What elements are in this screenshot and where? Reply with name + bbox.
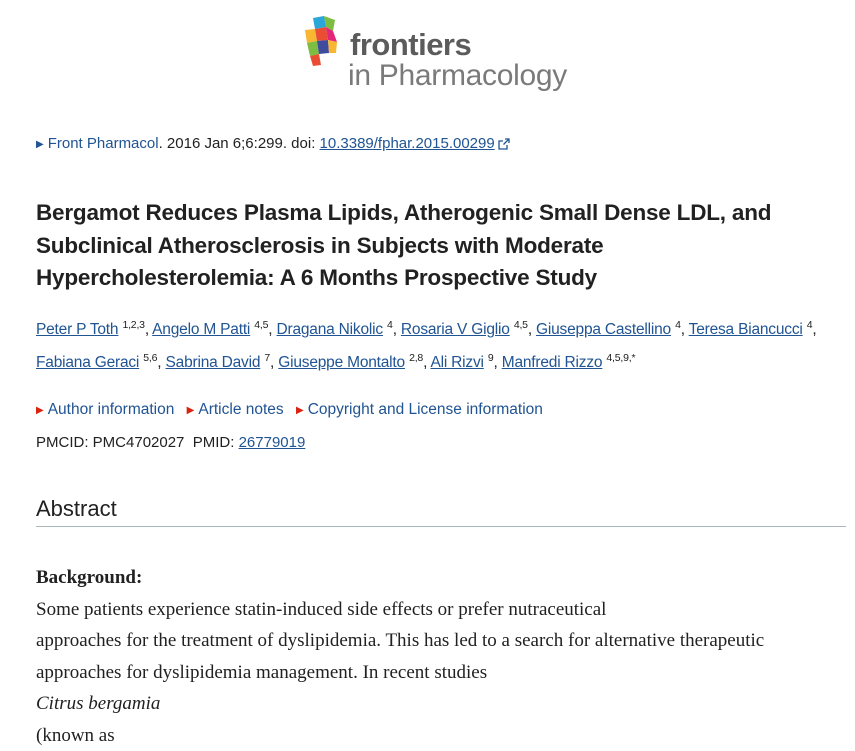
article-identifiers xyxy=(36,432,305,454)
pmid-label: PMID: xyxy=(193,434,239,451)
expand-triangle-icon: ▶ xyxy=(36,400,44,422)
journal-link[interactable]: Front Pharmacol xyxy=(48,135,159,152)
abstract-text: approaches for dyslipidemia management. In recent studies xyxy=(36,657,846,689)
doi-link[interactable]: 10.3389/fphar.2015.00299 xyxy=(320,135,495,152)
expand-triangle-icon: ▶ xyxy=(296,400,304,422)
expand-triangle-icon: ▶ xyxy=(36,135,44,155)
author-link[interactable]: Teresa Biancucci xyxy=(689,321,803,338)
pmcid-label: PMCID: xyxy=(36,434,93,451)
logo-wordmark-frontiers: frontiers xyxy=(350,29,471,60)
author-affiliation-number: 2,8 xyxy=(409,352,423,364)
author-affiliation-number: 4 xyxy=(807,319,813,331)
abstract-heading: Abstract xyxy=(36,495,117,523)
author-affiliation-number: 4,5,9,* xyxy=(606,352,635,364)
logo-wordmark-journal: in Pharmacology xyxy=(348,61,567,91)
author-affiliation-number: 5,6 xyxy=(143,352,157,364)
author-link[interactable]: Ali Rizvi xyxy=(430,354,483,371)
author-affiliation-number: 4,5 xyxy=(254,319,268,331)
article-title: Bergamot Reduces Plasma Lipids, Atherogenic Small Dense LDL, and Subclinical Atherosclerosis in Subjects with Moderate Hypercholesterolemia: A 6 Months Prospective Study xyxy=(36,197,836,295)
abstract-line-2: approaches for the treatment of dyslipidemia. This has led to a search for alternative therapeutic xyxy=(36,625,846,657)
author-link[interactable]: Angelo M Patti xyxy=(152,321,250,338)
species-name: Citrus bergamia xyxy=(36,693,160,714)
pmcid-value: PMC4702027 xyxy=(93,434,185,451)
author-link[interactable]: Giuseppa Castellino xyxy=(536,321,671,338)
copyright-license-toggle[interactable] xyxy=(296,401,543,418)
abstract-text: (known as xyxy=(36,720,846,751)
abstract-background-paragraph xyxy=(36,562,846,751)
citation-line xyxy=(36,134,510,155)
external-link-icon[interactable] xyxy=(498,138,510,150)
background-label: Background: xyxy=(36,562,846,594)
author-link[interactable]: Peter P Toth xyxy=(36,321,118,338)
abstract-line-3 xyxy=(36,657,846,751)
author-link[interactable]: Manfredi Rizzo xyxy=(502,354,603,371)
article-notes-label: Article notes xyxy=(198,401,283,418)
author-link[interactable]: Sabrina David xyxy=(166,354,261,371)
article-info-links xyxy=(36,399,551,422)
author-information-label: Author information xyxy=(48,401,175,418)
author-affiliation-number: 4,5 xyxy=(514,319,528,331)
author-list: Peter P Toth $^{1,2,3}$, Angelo M Patti $^{4,5}$, Dragana Nikolic $^4$, Rosaria V Giglio $^{4,5}$, Giuseppa Castellino $^4$, Teresa Biancucci $^4$, Fabiana Geraci $^{5,6}$, Sabrina David $^7$, Giuseppe Montalto $^{2,8}$, Ali Rizvi $^9$, Manfredi Rizzo $^{4,5,9,*}$ xyxy=(36,313,848,379)
author-affiliation-number: 9 xyxy=(488,352,494,364)
author-link[interactable]: Dragana Nikolic xyxy=(277,321,383,338)
author-link[interactable]: Fabiana Geraci xyxy=(36,354,139,371)
author-affiliation-number: 7 xyxy=(264,352,270,364)
author-affiliation-number: 4 xyxy=(675,319,681,331)
author-affiliation-number: 4 xyxy=(387,319,393,331)
abstract-divider xyxy=(36,526,846,527)
frontiers-logo[interactable] xyxy=(304,16,584,96)
pmid-link[interactable]: 26779019 xyxy=(239,434,306,451)
author-affiliation-number: 1,2,3 xyxy=(122,319,144,331)
abstract-text: Some patients experience statin-induced side effects or prefer nutraceutical xyxy=(36,594,846,626)
abstract-line-1 xyxy=(36,562,846,625)
citation-date-volume: . 2016 Jan 6;6:299. doi: xyxy=(159,135,320,152)
copyright-license-label: Copyright and License information xyxy=(308,401,543,418)
frontiers-cube-logo-icon xyxy=(304,16,346,66)
article-notes-toggle[interactable] xyxy=(187,401,284,418)
author-information-toggle[interactable] xyxy=(36,401,174,418)
author-link[interactable]: Giuseppe Montalto xyxy=(278,354,405,371)
expand-triangle-icon: ▶ xyxy=(187,400,195,422)
author-link[interactable]: Rosaria V Giglio xyxy=(401,321,510,338)
